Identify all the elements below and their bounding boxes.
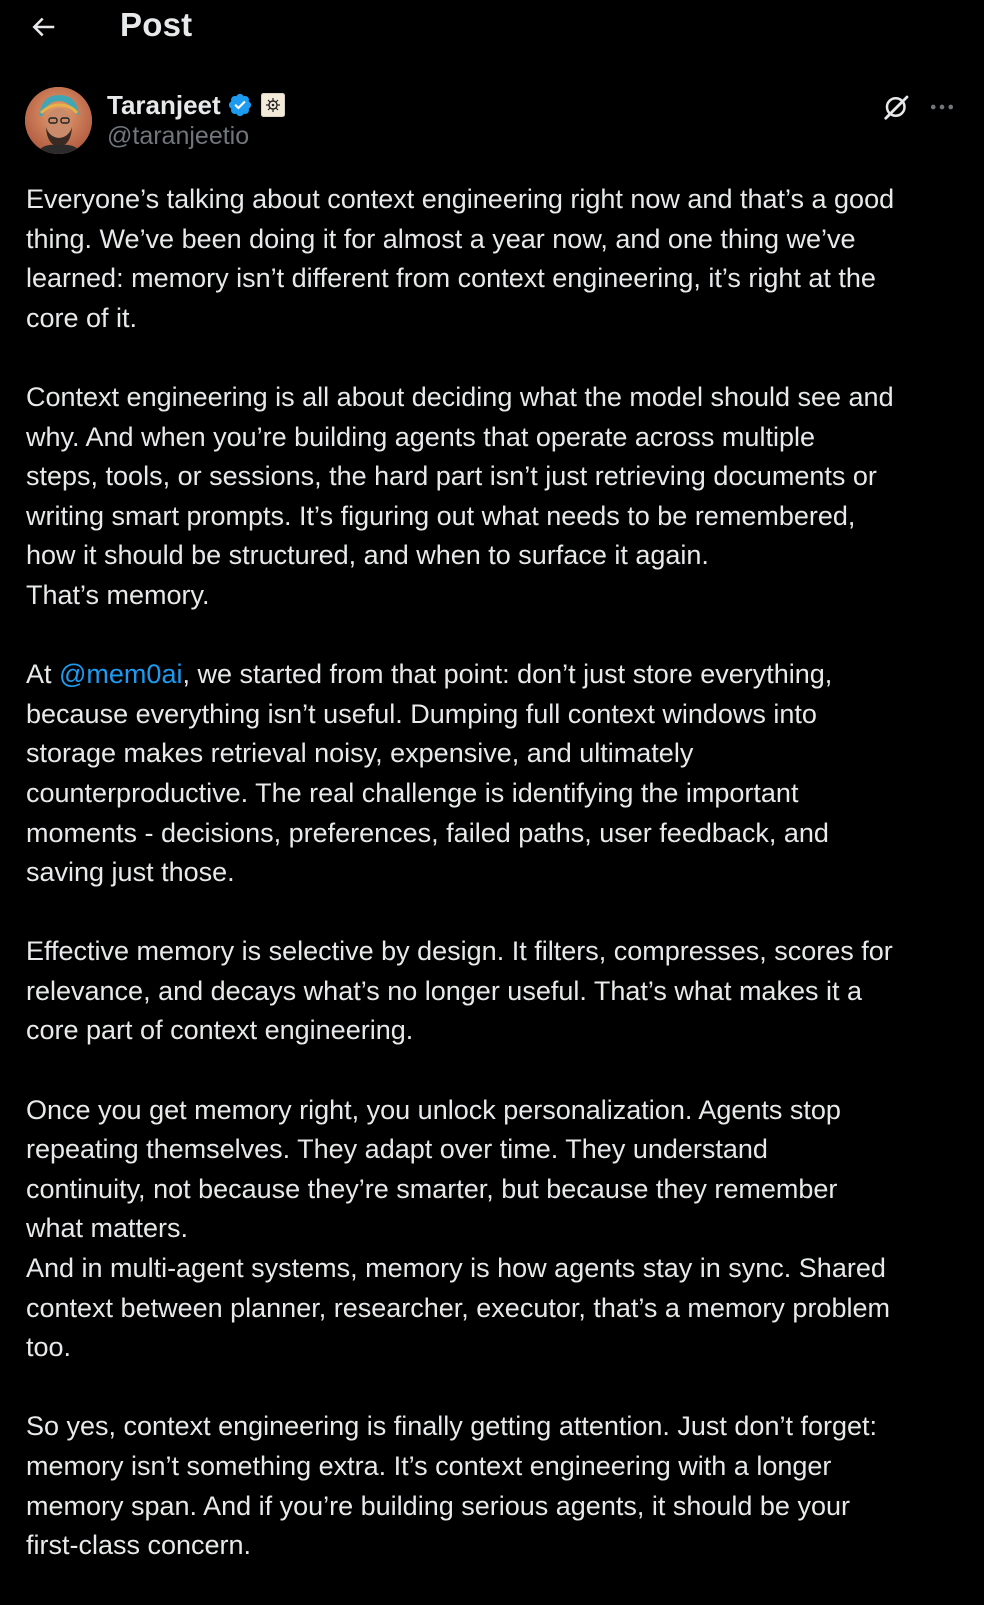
more-horizontal-icon (928, 93, 956, 121)
avatar-image (25, 87, 92, 154)
text-line: writing smart prompts. It’s figuring out what needs to be remembered, (26, 500, 856, 531)
text-line: first-class concern. (26, 1530, 252, 1561)
paragraph-2 (26, 378, 966, 616)
text-line: core part of context engineering. (26, 1015, 414, 1046)
text-line: repeating themselves. They adapt over time. They understand (26, 1134, 768, 1165)
text-line: what matters. (26, 1213, 189, 1244)
paragraph-4 (26, 932, 966, 1051)
text-line: counterproductive. The real challenge is identifying the important (26, 777, 799, 808)
author-name-wrap (107, 88, 285, 122)
text-line: too. (26, 1332, 72, 1363)
paragraph-6 (26, 1407, 966, 1565)
text-line: And in multi-agent systems, memory is how agents stay in sync. Shared (26, 1253, 886, 1284)
text-line: memory isn’t something extra. It’s context engineering with a longer (26, 1451, 832, 1481)
text-line: why. And when you’re building agents that operate across multiple (26, 421, 815, 452)
author-name[interactable]: Taranjeet (107, 89, 221, 120)
text-line: steps, tools, or sessions, the hard part isn’t just retrieving documents or (26, 461, 877, 492)
text-line: continuity, not because they’re smarter, but because they remember (26, 1173, 838, 1204)
page-title: Post (120, 6, 193, 43)
verified-badge-icon (227, 92, 253, 118)
text-line: Once you get memory right, you unlock personalization. Agents stop (26, 1094, 841, 1125)
arrow-left-icon (28, 12, 58, 42)
mention-link[interactable]: @mem0ai (59, 659, 183, 690)
text-line (26, 655, 966, 695)
text-line: That’s memory. (26, 579, 210, 610)
text-rest: , we started from that point: don’t just store everything, (182, 659, 833, 690)
company-badge-icon[interactable] (261, 93, 285, 117)
text-line: memory span. And if you’re building serious agents, it should be your (26, 1490, 850, 1521)
text-line: Everyone’s talking about context engineering right now and that’s a good (26, 184, 895, 214)
avatar[interactable] (25, 87, 92, 154)
post-header (0, 0, 984, 54)
text-line: learned: memory isn’t different from context engineering, it’s right at the (26, 263, 876, 294)
paragraph-1 (26, 180, 966, 338)
text-line: saving just those. (26, 857, 235, 888)
author-handle[interactable]: @taranjeetio (107, 122, 250, 150)
grok-button[interactable] (880, 90, 914, 124)
text-line: Effective memory is selective by design. It filters, compresses, scores for (26, 936, 893, 967)
paragraph-5 (26, 1091, 966, 1368)
paragraph-3 (26, 655, 966, 893)
text-line: storage makes retrieval noisy, expensive, and ultimately (26, 738, 694, 769)
text-line: relevance, and decays what’s no longer useful. That’s what makes it a (26, 975, 862, 1006)
back-button[interactable] (26, 10, 60, 44)
text-line: because everything isn’t useful. Dumping full context windows into (26, 698, 817, 729)
text-line: Context engineering is all about deciding what the model should see and (26, 381, 894, 412)
text-line: how it should be structured, and when to surface it again. (26, 540, 709, 571)
text-prefix: At (26, 659, 60, 690)
post-text (26, 180, 966, 1605)
text-line: thing. We’ve been doing it for almost a year now, and one thing we’ve (26, 223, 856, 254)
grok-icon (882, 92, 912, 122)
text-line: context between planner, researcher, executor, that’s a memory problem (26, 1292, 890, 1323)
text-line: So yes, context engineering is finally getting attention. Just don’t forget: (26, 1411, 878, 1442)
more-button[interactable] (925, 90, 959, 124)
text-line: moments - decisions, preferences, failed paths, user feedback, and (26, 817, 829, 848)
text-line: core of it. (26, 302, 138, 333)
author-row (0, 84, 984, 156)
